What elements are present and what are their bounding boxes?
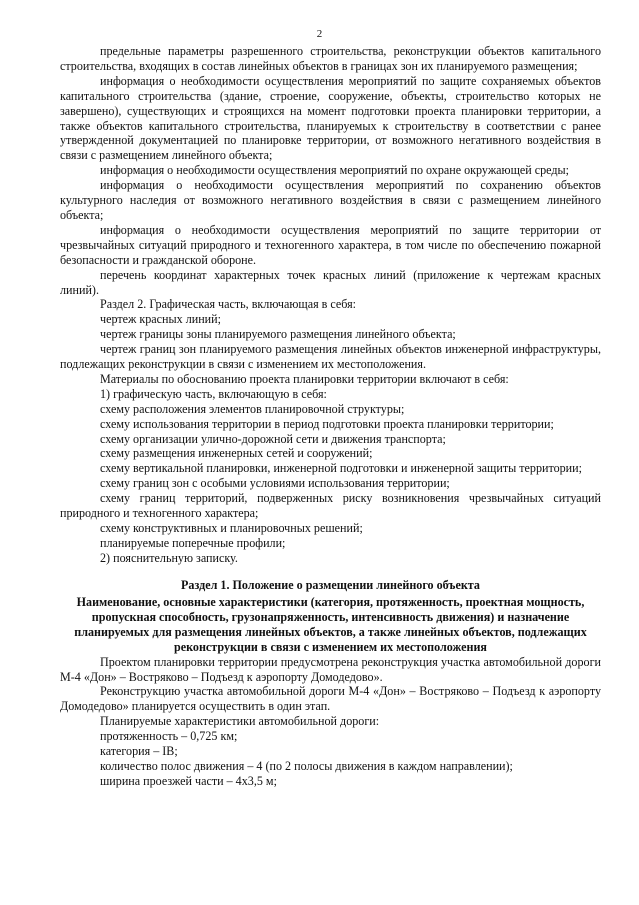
paragraph: информация о необходимости осуществления мероприятий по охране окружающей среды; — [100, 163, 570, 178]
paragraph: 2) пояснительную записку. — [100, 550, 238, 565]
paragraph: информация о необходимости осуществления мероприятий по сохранению объектов культурного наследия от возможного негативного воздействия в связи с размещением линейного объекта; — [60, 178, 601, 222]
section-heading: Раздел 1. Положение о размещении линейного объекта — [181, 577, 480, 592]
paragraph: протяженность – 0,725 км; — [100, 729, 238, 744]
subheading: Наименование, основные характеристики (категория, протяженность, проектная мощность, пропускная способность, грузонапряженность, интенсивность движения) и назначение планируемых для размещения линейных объектов, а также линейных объектов, подлежащих реконструкции в связи с изменением их местоположения — [74, 594, 587, 654]
document-body — [60, 44, 601, 789]
paragraph: схему организации улично-дорожной сети и движения транспорта; — [100, 431, 446, 446]
paragraph: Раздел 2. Графическая часть, включающая в себя: — [100, 297, 357, 312]
paragraph: информация о необходимости осуществления мероприятий по защите территории от чрезвычайных ситуаций природного и техногенного характера, в том числе по обеспечению пожарной безопасности и гражданской обороне. — [60, 222, 601, 267]
paragraph: схему использования территории в период подготовки проекта планировки территории; — [100, 416, 554, 431]
paragraph: планируемые поперечные профили; — [100, 535, 286, 550]
paragraph: схему конструктивных и планировочных решений; — [100, 521, 363, 535]
paragraph: схему границ зон с особыми условиями использования территории; — [100, 476, 450, 491]
paragraph: ширина проезжей части – 4х3,5 м; — [100, 773, 277, 788]
paragraph: схему вертикальной планировки, инженерной подготовки и инженерной защиты территории; — [100, 461, 582, 476]
paragraph: чертеж границы зоны планируемого размещения линейного объекта; — [100, 327, 456, 342]
paragraph: категория – IB; — [100, 744, 178, 759]
paragraph: схему границ территорий, подверженных риску возникновения чрезвычайных ситуаций природного и техногенного характера; — [60, 491, 601, 521]
paragraph: Реконструкцию участка автомобильной дороги М-4 «Дон» – Востряково – Подъезд к аэропорту Домодедово» планируется осуществить в один этап. — [60, 684, 601, 714]
paragraph: 1) графическую часть, включающую в себя: — [100, 386, 327, 401]
paragraph: схему размещения инженерных сетей и сооружений; — [100, 446, 373, 461]
paragraph: предельные параметры разрешенного строительства, реконструкции объектов капитального строительства, входящих в состав линейных объектов в границах зон их планируемого размещения; — [60, 44, 601, 73]
paragraph: перечень координат характерных точек красных линий (приложение к чертежам красных линий). — [60, 267, 601, 297]
paragraph: Проектом планировки территории предусмотрена реконструкция участка автомобильной дороги М-4 «Дон» – Востряково – Подъезд к аэропорту Домодедово». — [60, 654, 601, 684]
paragraph: чертеж границ зон планируемого размещения линейных объектов инженерной инфраструктуры, подлежащих реконструкции в связи с изменением их местоположения. — [60, 342, 601, 372]
paragraph: количество полос движения – 4 (по 2 полосы движения в каждом направлении); — [100, 758, 513, 773]
page-number: 2 — [316, 28, 323, 40]
paragraph: чертеж красных линий; — [100, 312, 221, 327]
paragraph: Материалы по обоснованию проекта планировки территории включают в себя: — [100, 371, 509, 386]
paragraph: Планируемые характеристики автомобильной дороги: — [100, 714, 380, 729]
paragraph: информация о необходимости осуществления мероприятий по защите сохраняемых объектов капитального строительства (здание, строение, сооружение, объекты, строительство которых не завершено), существующих и строящихся на момент подготовки проекта планировки территории, а также объектов капитального строительства, планируемых к строительству в соответствии с ранее утвержденной документацией по планировке территории, от возможного негативного воздействия в связи с размещением линейного объекта; — [60, 73, 601, 163]
paragraph: схему расположения элементов планировочной структуры; — [100, 401, 405, 416]
